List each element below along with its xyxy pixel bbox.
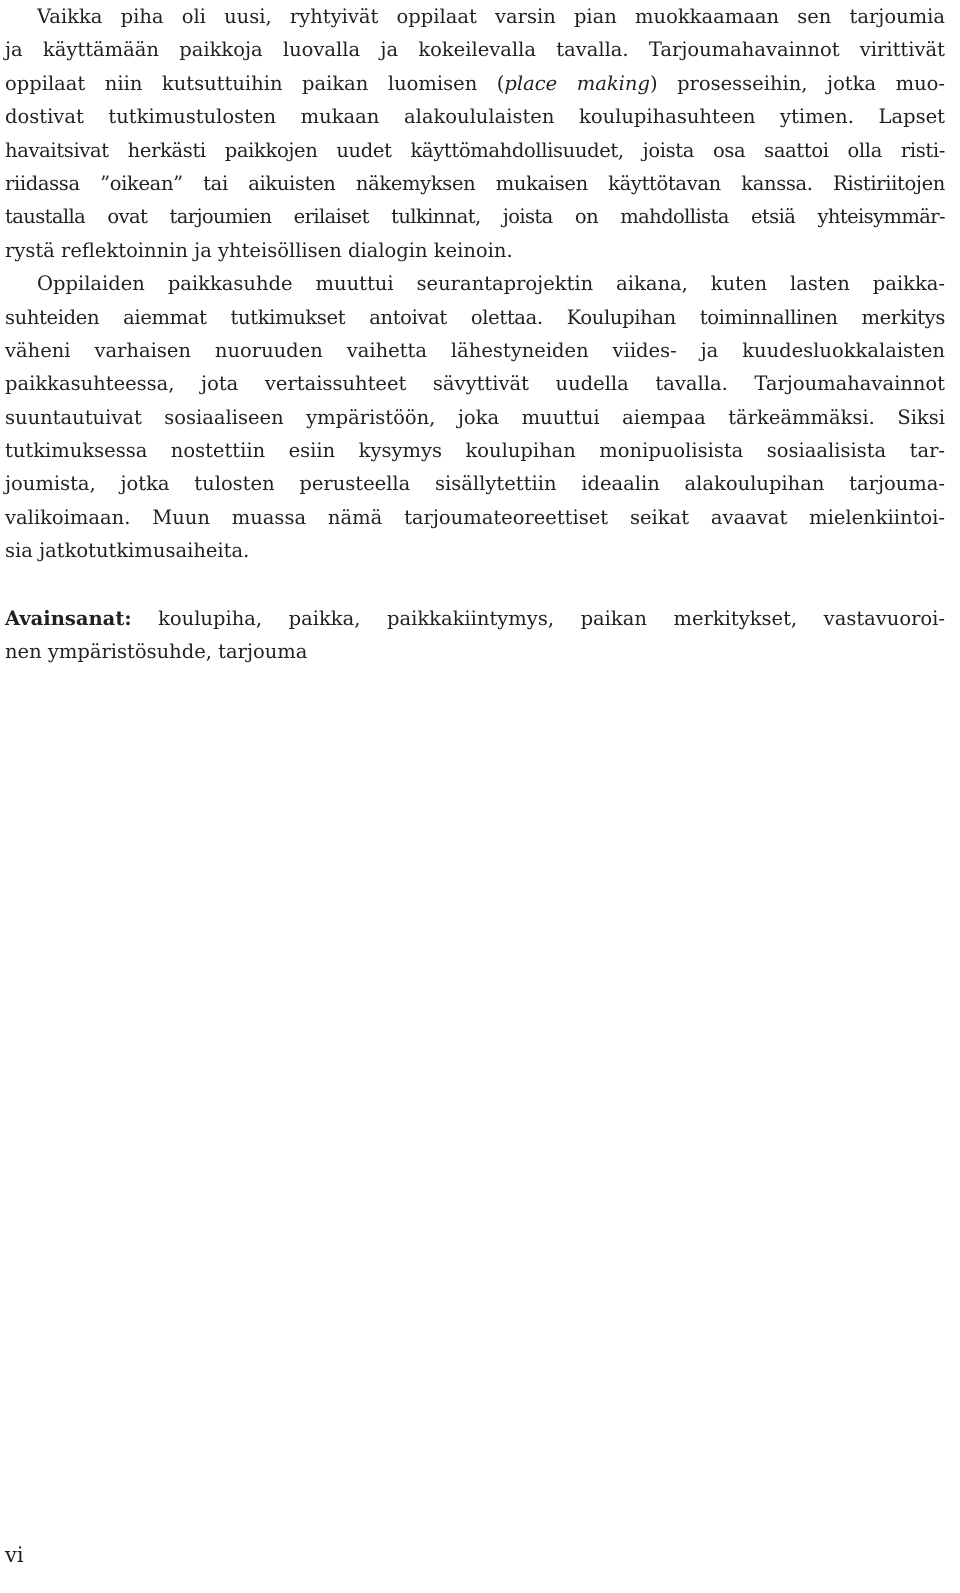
paragraph-line: havaitsivat herkästi paikkojen uudet käyttömahdollisuudet, joista osa saattoi olla risti- [5,138,945,162]
paragraph-line: tutkimuksessa nostettiin esiin kysymys koulupihan monipuolisista sosiaalisista tar- [5,439,945,463]
paragraph-line: Oppilaiden paikkasuhde muuttui seurantaprojektin aikana, kuten lasten paikka- [37,272,945,296]
paragraph-spacer [5,568,945,602]
document-page [5,0,945,668]
keywords-line: nen ympäristösuhde, tarjouma [5,640,308,664]
paragraph-line: Vaikka piha oli uusi, ryhtyivät oppilaat varsin pian muokkaamaan sen tarjoumia [37,5,945,28]
keywords-block [5,602,945,669]
paragraph-line: taustalla ovat tarjoumien erilaiset tulkinnat, joista on mahdollista etsiä yhteisymmär- [5,205,945,229]
page-number: vi [5,1543,24,1567]
paragraph-line: riidassa ”oikean” tai aikuisten näkemyksen mukaisen käyttötavan kanssa. Ristiriitojen [5,171,945,195]
text-run: ) prosesseihin, jotka muo- [649,71,945,95]
abstract-paragraph-2 [5,267,945,568]
text-run: oppilaat niin kutsuttuihin paikan luomisen ( [5,71,505,95]
paragraph-line: dostivat tutkimustulosten mukaan alakoululaisten koulupihasuhteen ytimen. Lapset [5,105,945,129]
paragraph-line: valikoimaan. Muun muassa nämä tarjoumateoreettiset seikat avaavat mielenkiintoi- [5,505,945,529]
paragraph-line: joumista, jotka tulosten perusteella sisällytettiin ideaalin alakoulupihan tarjouma- [5,472,945,496]
abstract-paragraph-1 [5,0,945,267]
keywords-list: koulupiha, paikka, paikkakiintymys, paikan merkitykset, vastavuoroi- [131,606,945,630]
paragraph-line: väheni varhaisen nuoruuden vaihetta lähestyneiden viides- ja kuudesluokkalaisten [5,338,945,362]
keywords-label: Avainsanat: [5,606,132,630]
paragraph-line: rystä reflektoinnin ja yhteisöllisen dialogin keinoin. [5,238,513,262]
keywords-line [5,602,945,635]
italic-term: place making [504,71,650,95]
paragraph-line: suhteiden aiemmat tutkimukset antoivat olettaa. Koulupihan toiminnallinen merkitys [5,305,945,329]
paragraph-line: ja käyttämään paikkoja luovalla ja kokeilevalla tavalla. Tarjoumahavainnot virittivät [5,38,945,62]
paragraph-line: suuntautuivat sosiaaliseen ympäristöön, joka muuttui aiempaa tärkeämmäksi. Siksi [5,405,945,429]
paragraph-line: sia jatkotutkimusaiheita. [5,539,250,563]
paragraph-line [5,67,945,100]
paragraph-line: paikkasuhteessa, jota vertaissuhteet sävyttivät uudella tavalla. Tarjoumahavainnot [5,372,945,396]
